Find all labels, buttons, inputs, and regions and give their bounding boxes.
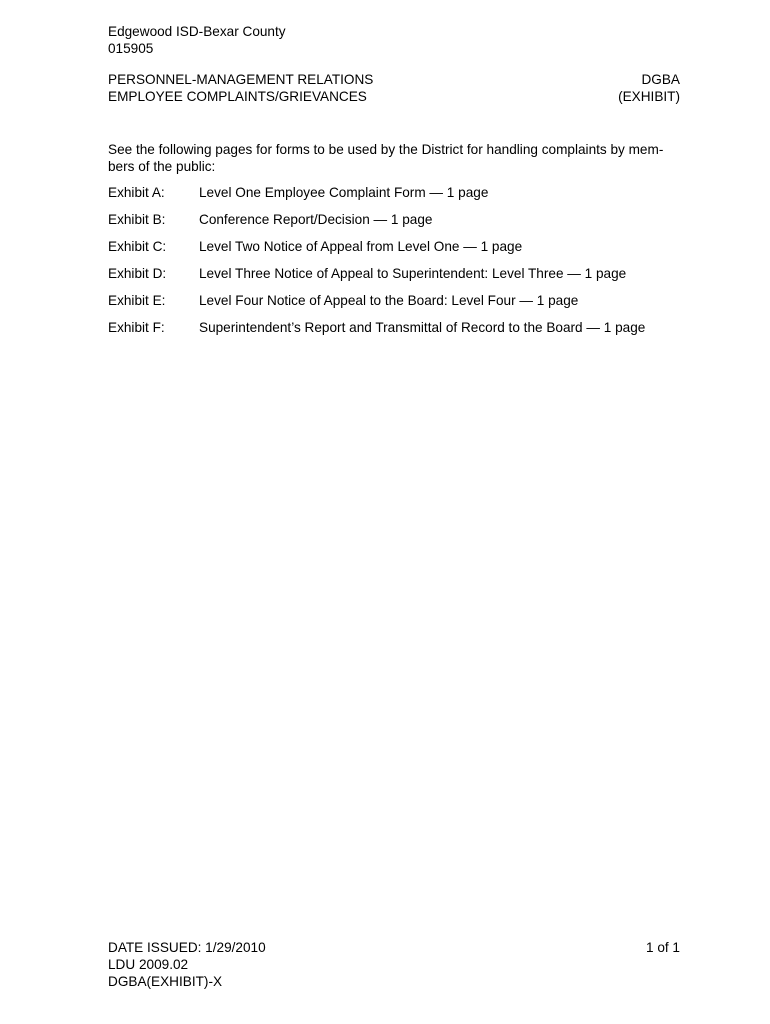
policy-type: (EXHIBIT) bbox=[618, 89, 680, 104]
exhibit-row bbox=[108, 211, 688, 238]
header-line-2 bbox=[108, 88, 680, 105]
policy-header bbox=[108, 71, 680, 105]
header-line-1 bbox=[108, 71, 680, 88]
exhibit-row bbox=[108, 319, 688, 346]
exhibit-description: Level Two Notice of Appeal from Level One — 1 page bbox=[199, 239, 523, 254]
district-number: 015905 bbox=[108, 41, 154, 56]
district-name: Edgewood ISD-Bexar County bbox=[108, 24, 286, 39]
exhibit-label: Exhibit D: bbox=[108, 266, 167, 281]
policy-category: PERSONNEL-MANAGEMENT RELATIONS bbox=[108, 72, 374, 87]
exhibit-description: Superintendent’s Report and Transmittal of Record to the Board — 1 page bbox=[199, 320, 646, 335]
exhibit-label: Exhibit E: bbox=[108, 293, 166, 308]
exhibit-row bbox=[108, 184, 688, 211]
exhibit-row bbox=[108, 238, 688, 265]
ldu-version: LDU 2009.02 bbox=[108, 957, 189, 972]
exhibit-row bbox=[108, 265, 688, 292]
page-number: 1 of 1 bbox=[645, 940, 680, 955]
exhibit-description: Conference Report/Decision — 1 page bbox=[199, 212, 433, 227]
exhibit-label: Exhibit F: bbox=[108, 320, 165, 335]
footer-line-1 bbox=[108, 939, 680, 956]
exhibit-row bbox=[108, 292, 688, 319]
exhibit-description: Level Three Notice of Appeal to Superintendent: Level Three — 1 page bbox=[199, 266, 627, 281]
exhibit-description: Level Four Notice of Appeal to the Board: Level Four — 1 page bbox=[199, 293, 579, 308]
exhibit-label: Exhibit B: bbox=[108, 212, 166, 227]
exhibit-description: Level One Employee Complaint Form — 1 page bbox=[199, 185, 489, 200]
date-issued: DATE ISSUED: 1/29/2010 bbox=[108, 940, 266, 955]
policy-footer bbox=[108, 939, 680, 990]
policy-code: DGBA bbox=[641, 72, 680, 87]
exhibit-label: Exhibit A: bbox=[108, 185, 165, 200]
document-id: DGBA(EXHIBIT)-X bbox=[108, 974, 223, 989]
exhibit-label: Exhibit C: bbox=[108, 239, 167, 254]
district-block bbox=[108, 23, 508, 57]
intro-paragraph: See the following pages for forms to be used by the District for handling complaints by mem-bers of the public: bbox=[108, 142, 664, 174]
policy-subject: EMPLOYEE COMPLAINTS/GRIEVANCES bbox=[108, 89, 367, 104]
exhibit-list bbox=[108, 184, 688, 346]
